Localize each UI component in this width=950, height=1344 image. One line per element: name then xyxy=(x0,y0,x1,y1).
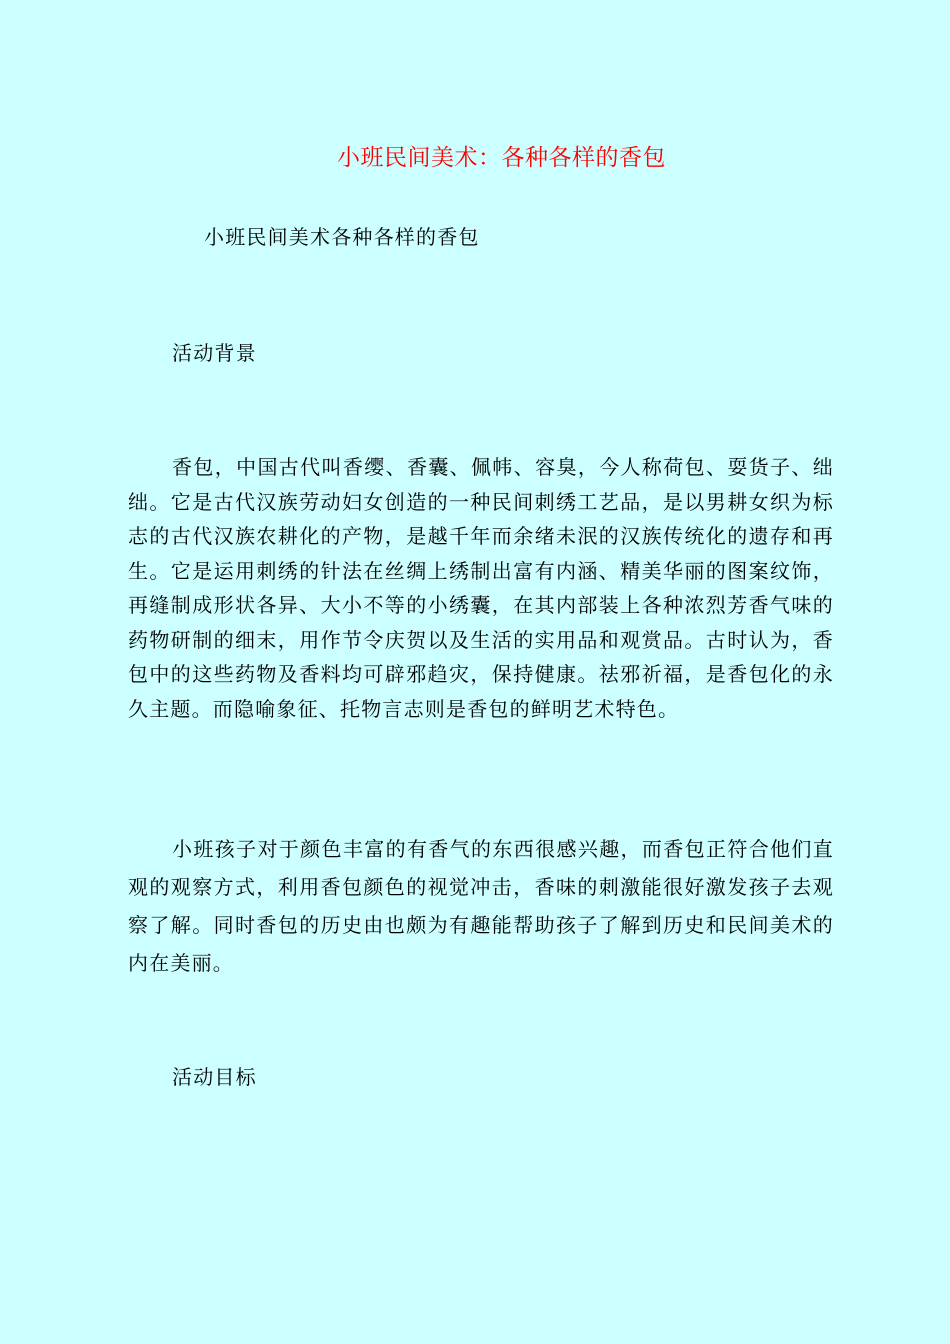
section-heading-goals: 活动目标 xyxy=(172,1065,257,1089)
paragraph-background-1: 香包，中国古代叫香缨、香囊、佩帏、容臭，今人称荷包、耍货子、绌绌。它是古代汉族劳动妇女创造的一种民间刺绣工艺品，是以男耕女织为标志的古代汉族农耕化的产物，是越千年而余绪未泯的汉族传统化的遗存和再生。它是运用刺绣的针法在丝绸上绣制出富有内涵、精美华丽的图案纹饰，再缝制成形状各异、大小不等的小绣囊，在其内部装上各种浓烈芳香气味的药物研制的细末，用作节令庆贺以及生活的实用品和观赏品。古时认为，香包中的这些药物及香料均可辟邪趋灾，保持健康。祛邪祈福，是香包化的永久主题。而隐喻象征、托物言志则是香包的鲜明艺术特色。 xyxy=(128,455,834,721)
document-title: 小班民间美术：各种各样的香包 xyxy=(337,145,666,171)
section-heading-background: 活动背景 xyxy=(172,341,257,365)
paragraph-background-2: 小班孩子对于颜色丰富的有香气的东西很感兴趣，而香包正符合他们直观的观察方式，利用香包颜色的视觉冲击，香味的刺激能很好激发孩子去观察了解。同时香包的历史由也颇为有趣能帮助孩子了解到历史和民间美术的内在美丽。 xyxy=(128,837,834,975)
document-subtitle: 小班民间美术各种各样的香包 xyxy=(204,225,480,249)
